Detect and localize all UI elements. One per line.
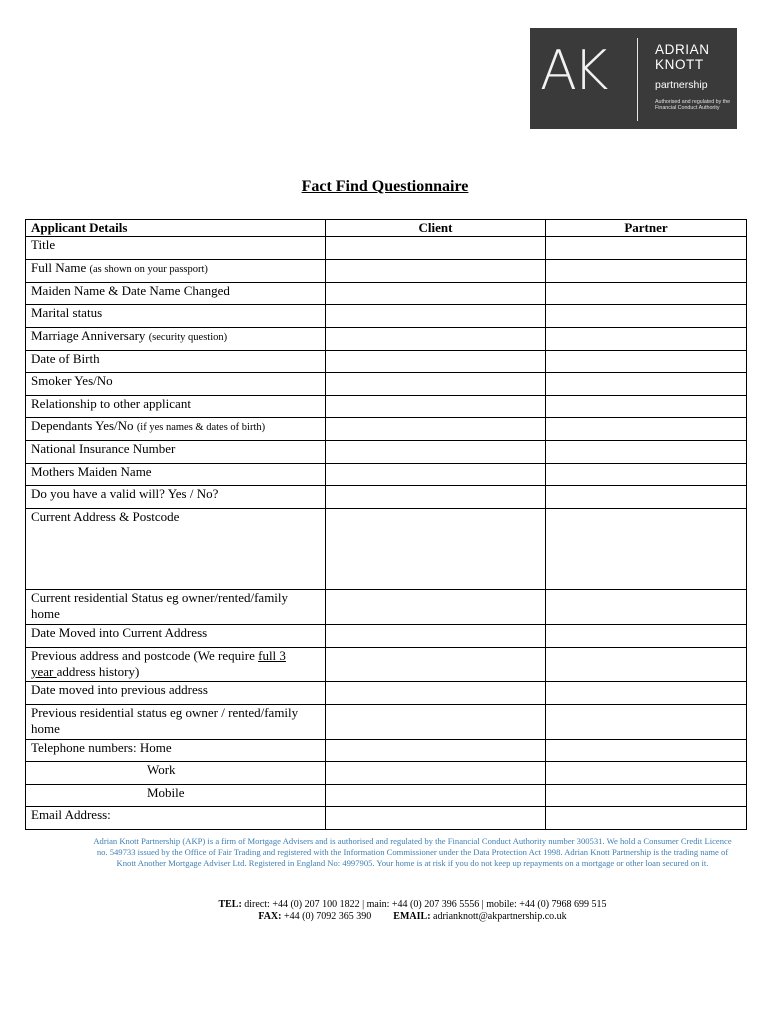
- form-row-smoker: [26, 373, 747, 396]
- client-answer-cell[interactable]: [326, 418, 546, 441]
- form-row-date-of-birth: [26, 351, 747, 373]
- row-label-title: [26, 237, 326, 260]
- logo-divider: [637, 38, 638, 121]
- client-answer-cell[interactable]: [326, 351, 546, 373]
- form-row-telephone-home: [26, 740, 747, 762]
- partner-answer-cell[interactable]: [546, 682, 747, 705]
- logo-subtitle: partnership: [655, 79, 708, 91]
- row-label-date-moved-current: [26, 625, 326, 648]
- form-row-date-moved-previous: [26, 682, 747, 705]
- column-header-details: Applicant Details: [26, 220, 326, 237]
- client-answer-cell[interactable]: [326, 283, 546, 305]
- fax-value: +44 (0) 7092 365 390: [281, 911, 372, 922]
- row-label-text: Telephone numbers: Home: [31, 740, 172, 755]
- row-label-valid-will: [26, 486, 326, 509]
- partner-answer-cell[interactable]: [546, 762, 747, 785]
- row-label-marital-status: [26, 305, 326, 328]
- partner-answer-cell[interactable]: [546, 464, 747, 486]
- tel-label: TEL:: [218, 899, 242, 910]
- partner-answer-cell[interactable]: [546, 441, 747, 464]
- row-label-email-address: [26, 807, 326, 830]
- form-row-previous-residential-status: [26, 705, 747, 740]
- client-answer-cell[interactable]: [326, 625, 546, 648]
- partner-answer-cell[interactable]: [546, 328, 747, 351]
- client-answer-cell[interactable]: [326, 260, 546, 283]
- row-label-text: Maiden Name & Date Name Changed: [31, 283, 230, 298]
- row-label-maiden-name: [26, 283, 326, 305]
- form-row-previous-address: [26, 648, 747, 682]
- form-row-maiden-name: [26, 283, 747, 305]
- row-label-full-name: [26, 260, 326, 283]
- row-label-text: Mothers Maiden Name: [31, 464, 152, 479]
- row-label-telephone-home: [26, 740, 326, 762]
- row-label-text: Date of Birth: [31, 351, 100, 366]
- partner-answer-cell[interactable]: [546, 373, 747, 396]
- client-answer-cell[interactable]: [326, 328, 546, 351]
- row-label-dependants: [26, 418, 326, 441]
- row-label-emphasis: year: [31, 664, 57, 679]
- row-label-text: Marital status: [31, 305, 103, 320]
- row-label-emphasis: full 3: [258, 648, 286, 663]
- form-row-residential-status: [26, 590, 747, 625]
- client-answer-cell[interactable]: [326, 740, 546, 762]
- form-row-valid-will: [26, 486, 747, 509]
- regulatory-disclaimer: Adrian Knott Partnership (AKP) is a firm of Mortgage Advisers and is authorised and regulated by the Financial Conduct Authority number 300531. We hold a Consumer Credit Licence no. 549733 issued by the Office of Fair Trading and registered with the Information Commissioner under the Data Protection Act 1998. Adrian Knott Partnership is the trading name of Knott Another Mortgage Adviser Ltd. Registered in England No: 4997905. Your home is at risk if you do not keep up repayments on a mortgage or other loan secured on it.: [93, 836, 732, 868]
- partner-answer-cell[interactable]: [546, 305, 747, 328]
- logo-name-line2: KNOTT: [655, 57, 704, 72]
- client-answer-cell[interactable]: [326, 464, 546, 486]
- client-answer-cell[interactable]: [326, 486, 546, 509]
- row-label-date-of-birth: [26, 351, 326, 373]
- form-row-date-moved-current: [26, 625, 747, 648]
- tel-value: direct: +44 (0) 207 100 1822 | main: +44 (0) 207 396 5556 | mobile: +44 (0) 7968 699 515: [241, 899, 607, 910]
- row-label-text: Email Address:: [31, 807, 111, 822]
- form-row-marriage-anniversary: [26, 328, 747, 351]
- client-answer-cell[interactable]: [326, 785, 546, 807]
- row-label-text: Do you have a valid will? Yes / No?: [31, 486, 219, 501]
- row-label-date-moved-previous: [26, 682, 326, 705]
- logo-name-line1: ADRIAN: [655, 42, 710, 57]
- row-label-text: Current Address & Postcode: [31, 509, 180, 524]
- email-value: adrianknott@akpartnership.co.uk: [430, 911, 567, 922]
- partner-answer-cell[interactable]: [546, 237, 747, 260]
- client-answer-cell[interactable]: [326, 807, 546, 830]
- contact-details: [90, 899, 735, 923]
- partner-answer-cell[interactable]: [546, 396, 747, 418]
- row-label-text: Date moved into previous address: [31, 682, 208, 697]
- form-row-full-name: [26, 260, 747, 283]
- partner-answer-cell[interactable]: [546, 283, 747, 305]
- row-label-note: (security question): [148, 332, 228, 343]
- row-label-text: Marriage Anniversary: [31, 328, 149, 343]
- client-answer-cell[interactable]: [326, 396, 546, 418]
- partner-answer-cell[interactable]: [546, 351, 747, 373]
- form-row-current-address: [26, 509, 747, 590]
- row-label-residential-status: [26, 590, 326, 625]
- row-label-text: Current residential Status eg owner/rented/family home: [31, 590, 289, 621]
- row-label-text: National Insurance Number: [31, 441, 176, 456]
- row-label-telephone-mobile: [26, 785, 326, 807]
- row-label-text: Date Moved into Current Address: [31, 625, 208, 640]
- partner-answer-cell[interactable]: [546, 807, 747, 830]
- column-header-partner: Partner: [546, 220, 747, 237]
- client-answer-cell[interactable]: [326, 705, 546, 740]
- client-answer-cell[interactable]: [326, 373, 546, 396]
- table-header-row: [26, 220, 747, 237]
- form-row-relationship: [26, 396, 747, 418]
- client-answer-cell[interactable]: [326, 590, 546, 625]
- partner-answer-cell[interactable]: [546, 418, 747, 441]
- logo-monogram: AK: [540, 39, 605, 102]
- row-label-current-address: [26, 509, 326, 590]
- partner-answer-cell[interactable]: [546, 590, 747, 625]
- partner-answer-cell[interactable]: [546, 625, 747, 648]
- client-answer-cell[interactable]: [326, 441, 546, 464]
- row-label-mothers-maiden-name: [26, 464, 326, 486]
- row-label-national-insurance: [26, 441, 326, 464]
- row-label-previous-residential-status: [26, 705, 326, 740]
- partner-answer-cell[interactable]: [546, 648, 747, 682]
- form-row-marital-status: [26, 305, 747, 328]
- row-label-note: (as shown on your passport): [89, 264, 208, 275]
- row-label-note: (if yes names & dates of birth): [136, 422, 266, 433]
- fax-email-line: [90, 911, 735, 923]
- fact-find-table: [25, 219, 747, 830]
- client-answer-cell[interactable]: [326, 237, 546, 260]
- form-row-title: [26, 237, 747, 260]
- partner-answer-cell[interactable]: [546, 509, 747, 590]
- form-row-national-insurance: [26, 441, 747, 464]
- partner-answer-cell[interactable]: [546, 486, 747, 509]
- row-label-text: Dependants Yes/No: [31, 418, 137, 433]
- partner-answer-cell[interactable]: [546, 740, 747, 762]
- row-label-text: Relationship to other applicant: [31, 396, 191, 411]
- row-label-text: address history): [56, 664, 140, 679]
- row-label-telephone-work: [26, 762, 326, 785]
- partner-answer-cell[interactable]: [546, 785, 747, 807]
- form-row-email-address: [26, 807, 747, 830]
- logo-regulation-note: Authorised and regulated by the Financial Conduct Authority: [655, 99, 731, 111]
- form-row-mothers-maiden-name: [26, 464, 747, 486]
- page-title: Fact Find Questionnaire: [301, 178, 469, 195]
- client-answer-cell[interactable]: [326, 648, 546, 682]
- client-answer-cell[interactable]: [326, 762, 546, 785]
- row-label-text: Smoker Yes/No: [31, 373, 113, 388]
- client-answer-cell[interactable]: [326, 305, 546, 328]
- logo-brand-name: [655, 42, 710, 72]
- form-row-dependants: [26, 418, 747, 441]
- row-label-text: Previous residential status eg owner / rented/family home: [31, 705, 299, 736]
- form-row-telephone-mobile: [26, 785, 747, 807]
- row-label-previous-address: [26, 648, 326, 682]
- row-label-marriage-anniversary: [26, 328, 326, 351]
- row-label-text: Previous address and postcode (We require: [31, 648, 259, 663]
- row-label-text: Work: [147, 762, 176, 777]
- company-logo: [530, 28, 737, 129]
- email-label: EMAIL:: [393, 911, 431, 922]
- row-label-text: Mobile: [147, 785, 185, 800]
- client-answer-cell[interactable]: [326, 509, 546, 590]
- row-label-text: Full Name: [31, 260, 90, 275]
- column-header-client: Client: [326, 220, 546, 237]
- form-row-telephone-work: [26, 762, 747, 785]
- partner-answer-cell[interactable]: [546, 260, 747, 283]
- row-label-relationship: [26, 396, 326, 418]
- row-label-text: Title: [31, 237, 56, 252]
- row-label-smoker: [26, 373, 326, 396]
- client-answer-cell[interactable]: [326, 682, 546, 705]
- fax-label: FAX:: [258, 911, 282, 922]
- partner-answer-cell[interactable]: [546, 705, 747, 740]
- telephone-line: [90, 899, 735, 911]
